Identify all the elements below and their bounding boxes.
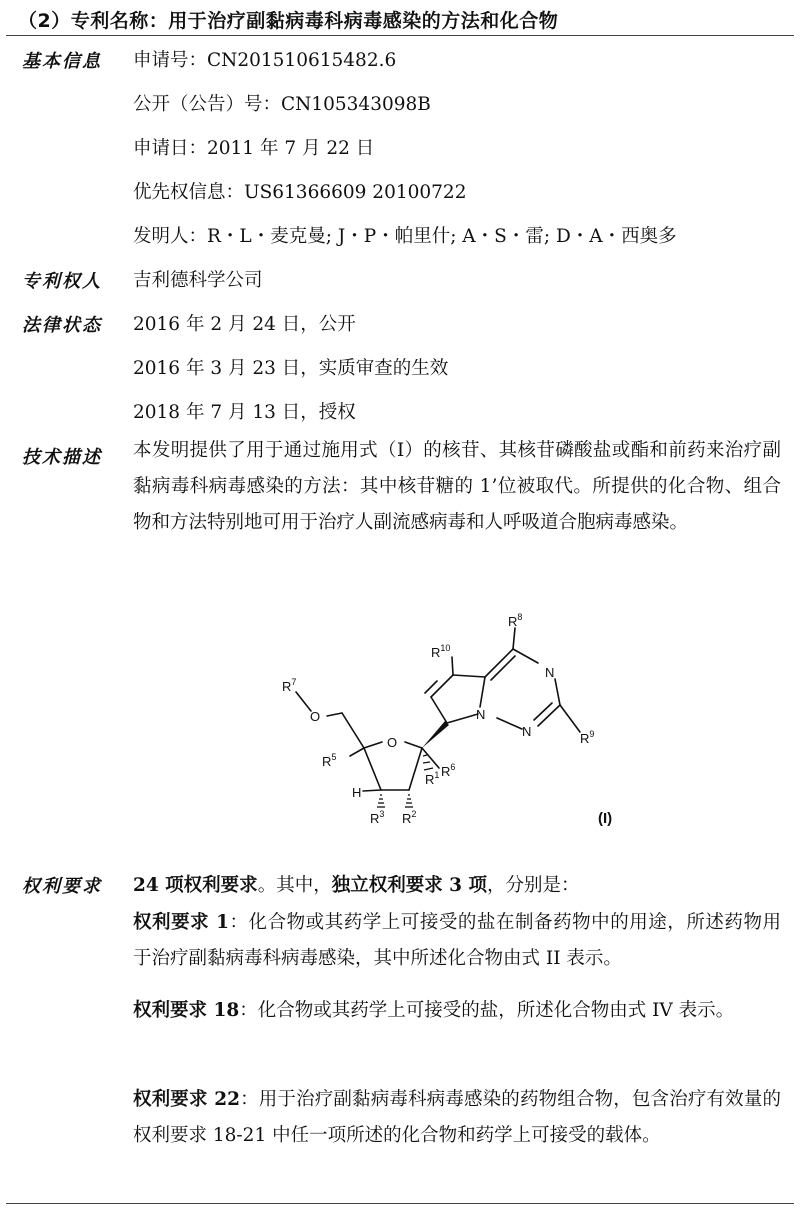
claims-count: 24 项权利要求: [133, 875, 258, 896]
claim-22-head: 权利要求 22: [133, 1089, 240, 1110]
r6-sup: 6: [450, 762, 456, 772]
legal-event-examination: 2016 年 3 月 23 日，实质审查的生效: [133, 358, 449, 379]
r3-sup: 3: [379, 809, 385, 819]
filing-date: 申请日：2011 年 7 月 22 日: [133, 138, 375, 159]
claim-18: [133, 993, 781, 1029]
label-r9: $R^9$: [580, 729, 595, 746]
inventors: 发明人：R・L・麦克曼; J・P・帕里什; A・S・雷; D・A・西奥多: [133, 226, 677, 247]
label-tech-description: 技术描述: [22, 447, 102, 468]
patentee-name: 吉利德科学公司: [133, 270, 263, 291]
atom-h: H: [352, 785, 362, 800]
label-r10: $R^{10}$: [431, 643, 451, 660]
claims-summary-mid: 。其中，: [257, 875, 332, 896]
label-r5: $R^5$: [322, 752, 337, 769]
atom-o-ring: O: [387, 735, 398, 750]
claim-18-text: ：化合物或其药学上可接受的盐，所述化合物由式 IV 表示。: [239, 1000, 735, 1021]
tech-description-text: 本发明提供了用于通过施用式（I）的核苷、其核苷磷酸盐或酯和前药来治疗副黏病毒科病毒感染的方法：其中核苷糖的 1’位被取代。所提供的化合物、组合物和方法特别地可用于治疗人副流感病毒和人呼吸道合胞病毒感染。: [133, 440, 781, 533]
claim-1: [133, 905, 781, 977]
publication-number: 公开（公告）号：CN105343098B: [133, 94, 431, 115]
label-r6: $R^6$: [441, 762, 456, 779]
independent-claims-count: 独立权利要求 3 项: [331, 875, 487, 896]
label-claims: 权利要求: [22, 876, 102, 897]
r7-sup: 7: [291, 677, 297, 687]
chemical-structure-I: [280, 600, 640, 840]
r1-sup: 1: [434, 770, 440, 780]
atom-n-bridgehead: N: [476, 707, 486, 722]
r8-sup: 8: [517, 612, 523, 622]
atom-o-chain: O: [310, 709, 321, 724]
claims-summary: [133, 871, 579, 897]
atom-n-triazine-1: N: [522, 724, 532, 739]
claim-18-head: 权利要求 18: [133, 1000, 240, 1021]
label-r8: $R^8$: [508, 612, 523, 629]
claim-1-head: 权利要求 1: [133, 912, 229, 933]
r2-sup: 2: [411, 809, 417, 819]
patent-title: （2）专利名称：用于治疗副黏病毒科病毒感染的方法和化合物: [18, 10, 559, 32]
top-rule: [6, 35, 794, 36]
label-r3: $R^3$: [370, 809, 385, 826]
claim-22: [133, 1082, 781, 1154]
application-number: 申请号：CN201510615482.6: [133, 50, 397, 71]
r10-sup: 10: [440, 643, 451, 653]
legal-event-grant: 2018 年 7 月 13 日，授权: [133, 402, 356, 423]
label-legal-status: 法律状态: [22, 315, 102, 336]
atom-n-triazine-3: N: [545, 665, 555, 680]
claims-summary-end: ，分别是：: [486, 875, 580, 896]
priority-info: 优先权信息：US61366609 20100722: [133, 182, 467, 203]
formula-label: (I): [598, 810, 613, 827]
r9-sup: 9: [589, 729, 595, 739]
label-r2: $R^2$: [402, 809, 417, 826]
label-patentee: 专利权人: [22, 271, 102, 292]
legal-event-publication: 2016 年 2 月 24 日，公开: [133, 314, 356, 335]
label-basic-info: 基本信息: [22, 51, 102, 72]
claim-1-text: ：化合物或其药学上可接受的盐在制备药物中的用途，所述药物用于治疗副黏病毒科病毒感染，其中所述化合物由式 II 表示。: [133, 912, 781, 969]
label-r7: $R^7$: [282, 677, 297, 694]
r5-sup: 5: [331, 752, 337, 762]
claim-22-text: ：用于治疗副黏病毒科病毒感染的药物组合物，包含治疗有效量的权利要求 18-21 中任一项所述的化合物和药学上可接受的载体。: [133, 1089, 781, 1146]
label-r1: $R^1$: [425, 770, 440, 787]
bottom-rule: [6, 1203, 794, 1204]
